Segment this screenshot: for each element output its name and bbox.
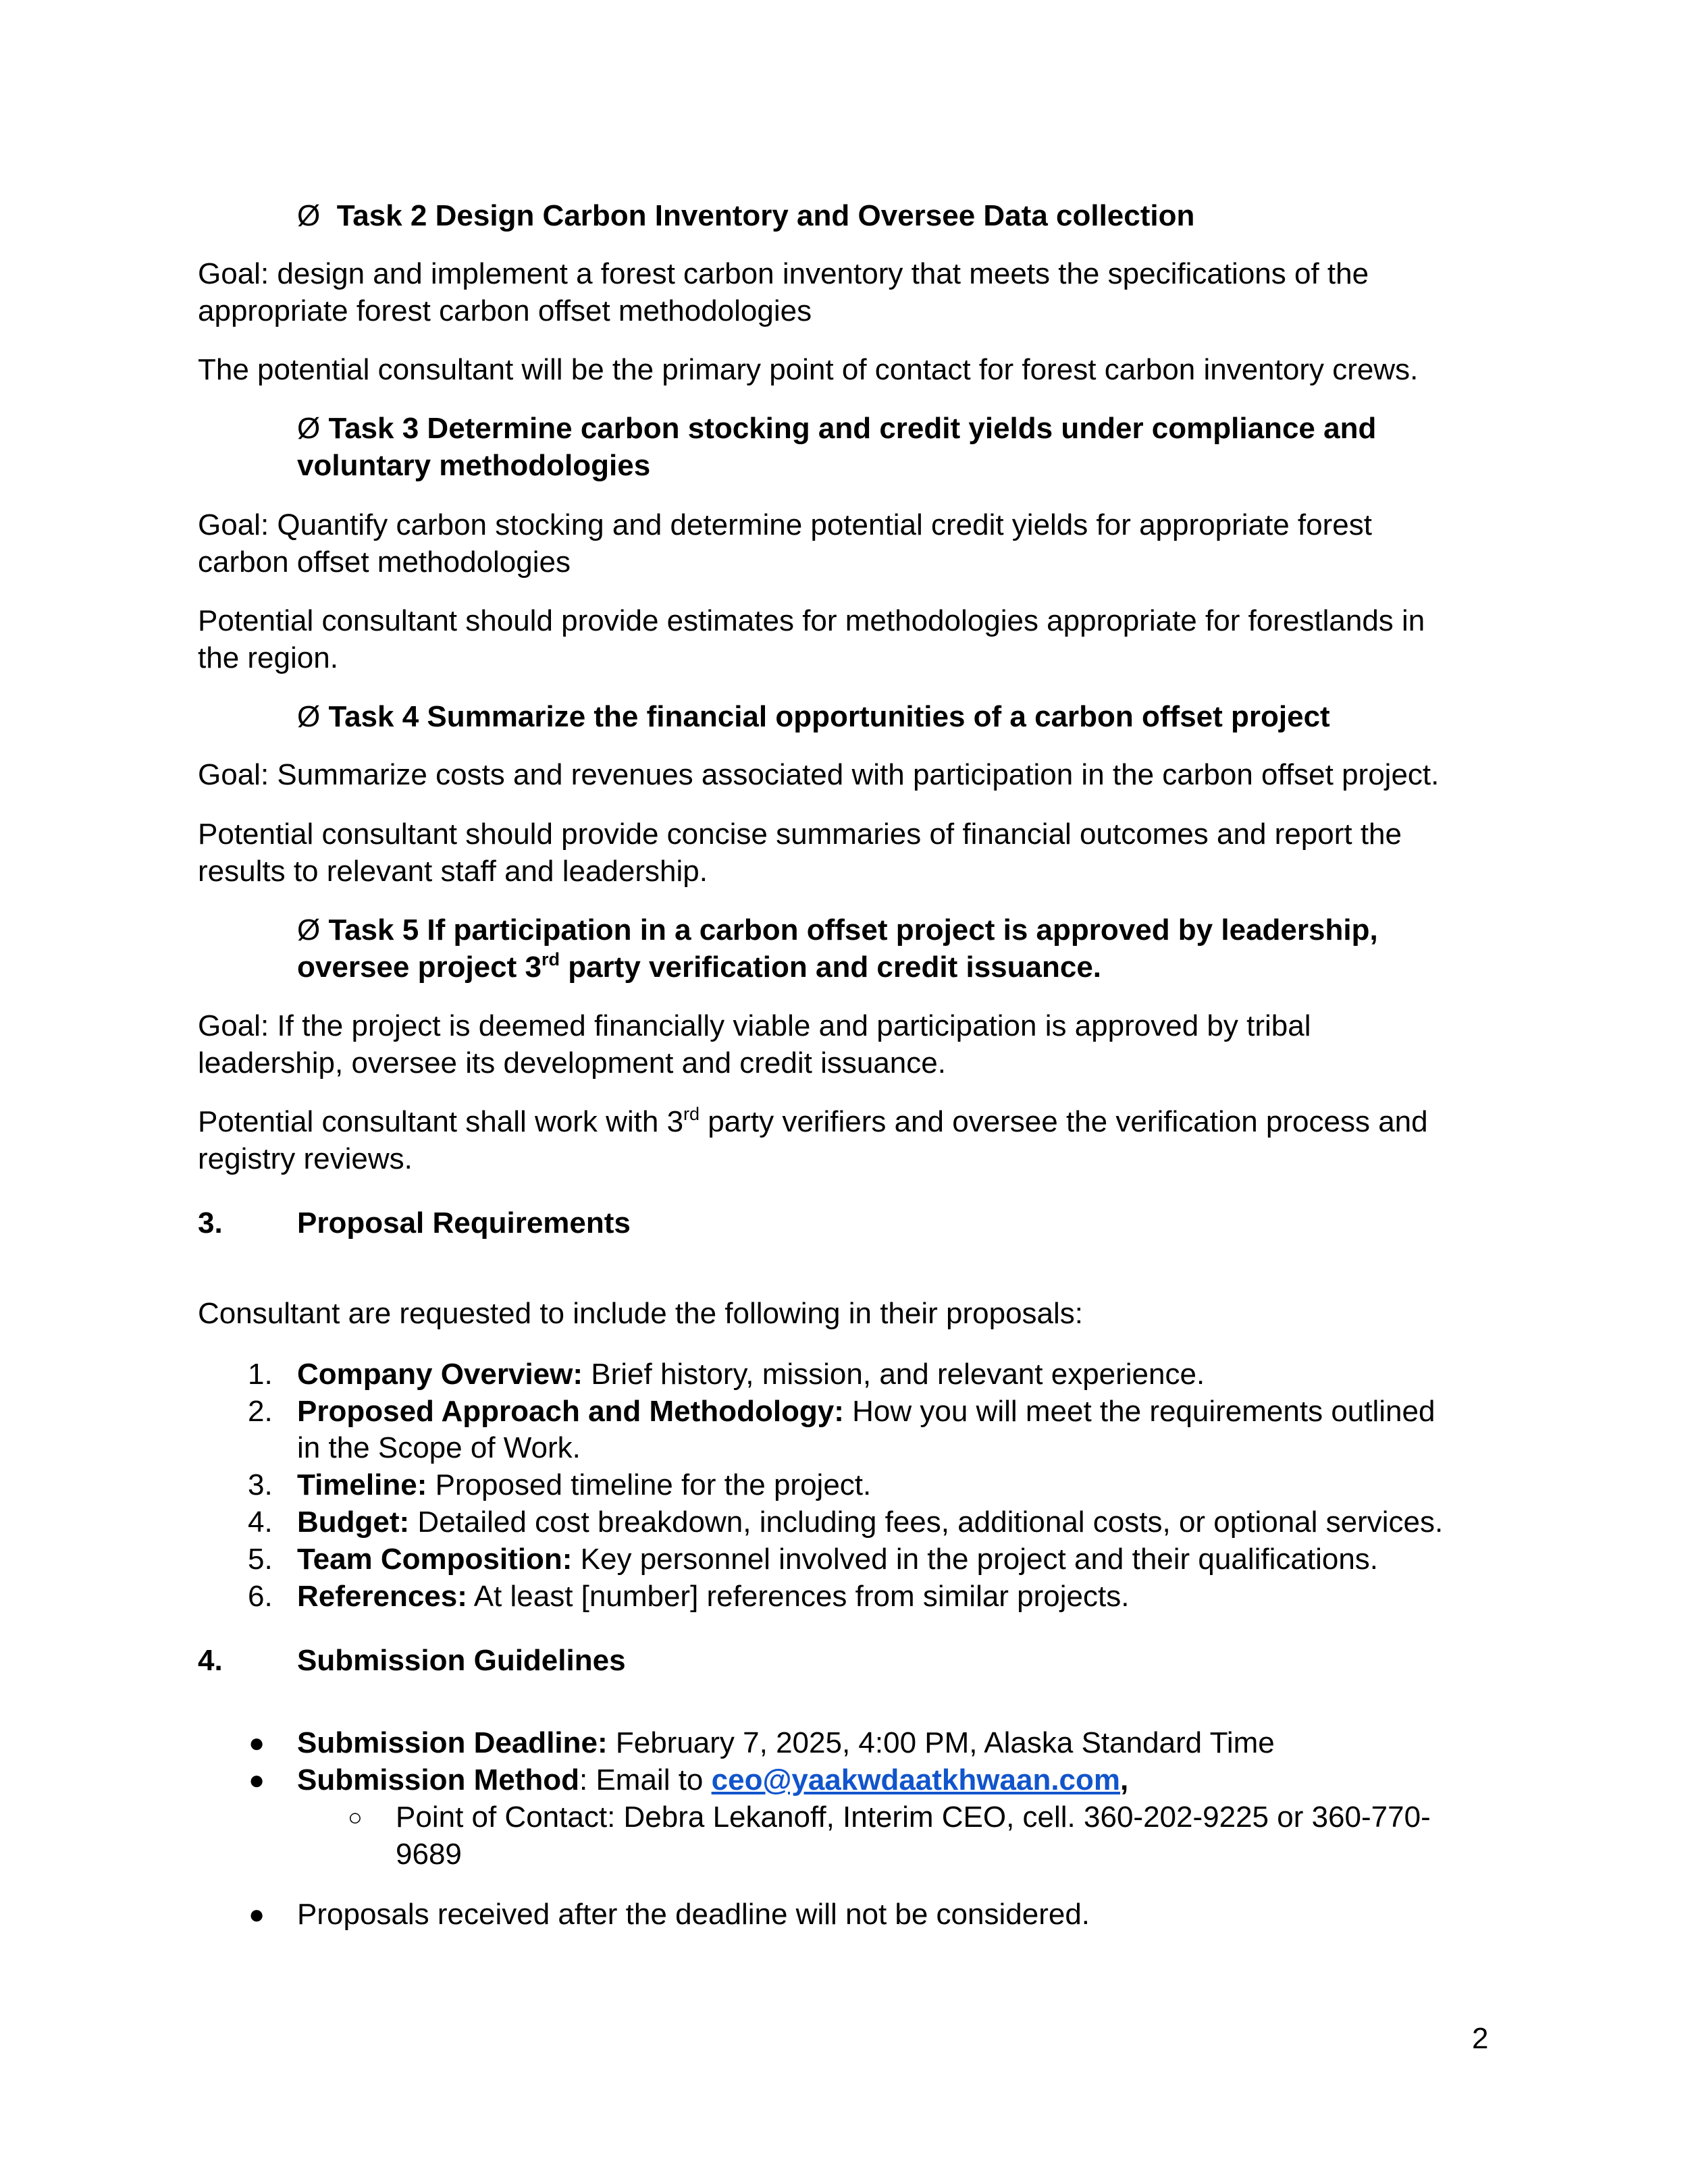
task2-note: The potential consultant will be the primary point of contact for forest carbon inventory crews. bbox=[198, 353, 1419, 386]
task5-heading-line2: oversee project 3rd party verification and credit issuance. bbox=[297, 949, 1102, 984]
task3-goal-line1: Goal: Quantify carbon stocking and determine potential credit yields for appropriate forest bbox=[198, 508, 1372, 541]
task5-heading-line1: Ø Task 5 If participation in a carbon offset project is approved by leadership, bbox=[297, 913, 1378, 947]
arrow-bullet-icon: Ø bbox=[297, 199, 321, 232]
section3-number: 3. bbox=[198, 1206, 223, 1240]
list-item-number: 3. bbox=[248, 1468, 273, 1501]
late-proposal-note: Proposals received after the deadline will not be considered. bbox=[297, 1898, 1090, 1931]
list-item-number: 2. bbox=[248, 1395, 273, 1428]
task3-heading-line1: Ø Task 3 Determine carbon stocking and credit yields under compliance and bbox=[297, 412, 1377, 445]
hollow-bullet-icon: ○ bbox=[348, 1803, 363, 1831]
arrow-bullet-icon: Ø bbox=[297, 913, 321, 947]
list-item: Timeline: Proposed timeline for the project. bbox=[297, 1468, 872, 1501]
bullet-icon: ● bbox=[248, 1900, 265, 1929]
point-of-contact-line1: Point of Contact: Debra Lekanoff, Interim CEO, cell. 360-202-9225 or 360-770- bbox=[396, 1801, 1431, 1834]
bullet-icon: ● bbox=[248, 1765, 265, 1795]
task3-note-line2: the region. bbox=[198, 641, 338, 674]
list-item-number: 1. bbox=[248, 1358, 273, 1391]
list-item-continuation: in the Scope of Work. bbox=[297, 1431, 581, 1464]
arrow-bullet-icon: Ø bbox=[297, 700, 321, 733]
task4-heading: Ø Task 4 Summarize the financial opportunities of a carbon offset project bbox=[297, 700, 1330, 733]
page-number: 2 bbox=[1472, 2022, 1489, 2055]
section4-number: 4. bbox=[198, 1644, 223, 1677]
section4-title: Submission Guidelines bbox=[297, 1644, 626, 1677]
task2-goal-line1: Goal: design and implement a forest carbon inventory that meets the specifications of the bbox=[198, 257, 1369, 290]
task4-note-line1: Potential consultant should provide concise summaries of financial outcomes and report the bbox=[198, 818, 1402, 851]
point-of-contact-line2: 9689 bbox=[396, 1838, 462, 1871]
section3-intro: Consultant are requested to include the following in their proposals: bbox=[198, 1297, 1084, 1330]
list-item: Budget: Detailed cost breakdown, including fees, additional costs, or optional services. bbox=[297, 1506, 1444, 1539]
bullet-icon: ● bbox=[248, 1728, 265, 1758]
task5-goal-line1: Goal: If the project is deemed financially viable and participation is approved by tribal bbox=[198, 1009, 1311, 1042]
task5-goal-line2: leadership, oversee its development and credit issuance. bbox=[198, 1046, 946, 1080]
list-item: Company Overview: Brief history, mission, and relevant experience. bbox=[297, 1358, 1205, 1391]
task4-goal: Goal: Summarize costs and revenues associated with participation in the carbon offset project. bbox=[198, 758, 1440, 791]
task4-note-line2: results to relevant staff and leadership. bbox=[198, 855, 708, 888]
list-item: References: At least [number] references from similar projects. bbox=[297, 1580, 1130, 1613]
task3-note-line1: Potential consultant should provide estimates for methodologies appropriate for forestlands in bbox=[198, 604, 1425, 637]
list-item: Proposed Approach and Methodology: How you will meet the requirements outlined bbox=[297, 1395, 1435, 1428]
arrow-bullet-icon: Ø bbox=[297, 412, 321, 445]
list-item: Team Composition: Key personnel involved in the project and their qualifications. bbox=[297, 1543, 1379, 1576]
list-item-number: 6. bbox=[248, 1580, 273, 1613]
task5-note-line2: registry reviews. bbox=[198, 1142, 413, 1175]
submission-deadline: Submission Deadline: February 7, 2025, 4:00 PM, Alaska Standard Time bbox=[297, 1726, 1275, 1759]
task3-heading-line2: voluntary methodologies bbox=[297, 449, 651, 482]
email-link[interactable]: ceo@yaakwdaatkhwaan.com bbox=[711, 1763, 1121, 1796]
list-item-number: 5. bbox=[248, 1543, 273, 1576]
list-item-number: 4. bbox=[248, 1506, 273, 1539]
task5-note-line1: Potential consultant shall work with 3rd party verifiers and oversee the verification process and bbox=[198, 1104, 1428, 1138]
task3-goal-line2: carbon offset methodologies bbox=[198, 545, 571, 579]
section3-title: Proposal Requirements bbox=[297, 1206, 631, 1240]
submission-method: Submission Method: Email to ceo@yaakwdaatkhwaan.com, bbox=[297, 1763, 1129, 1796]
task2-goal-line2: appropriate forest carbon offset methodologies bbox=[198, 294, 812, 327]
task2-heading: Ø Task 2 Design Carbon Inventory and Oversee Data collection bbox=[297, 199, 1195, 232]
